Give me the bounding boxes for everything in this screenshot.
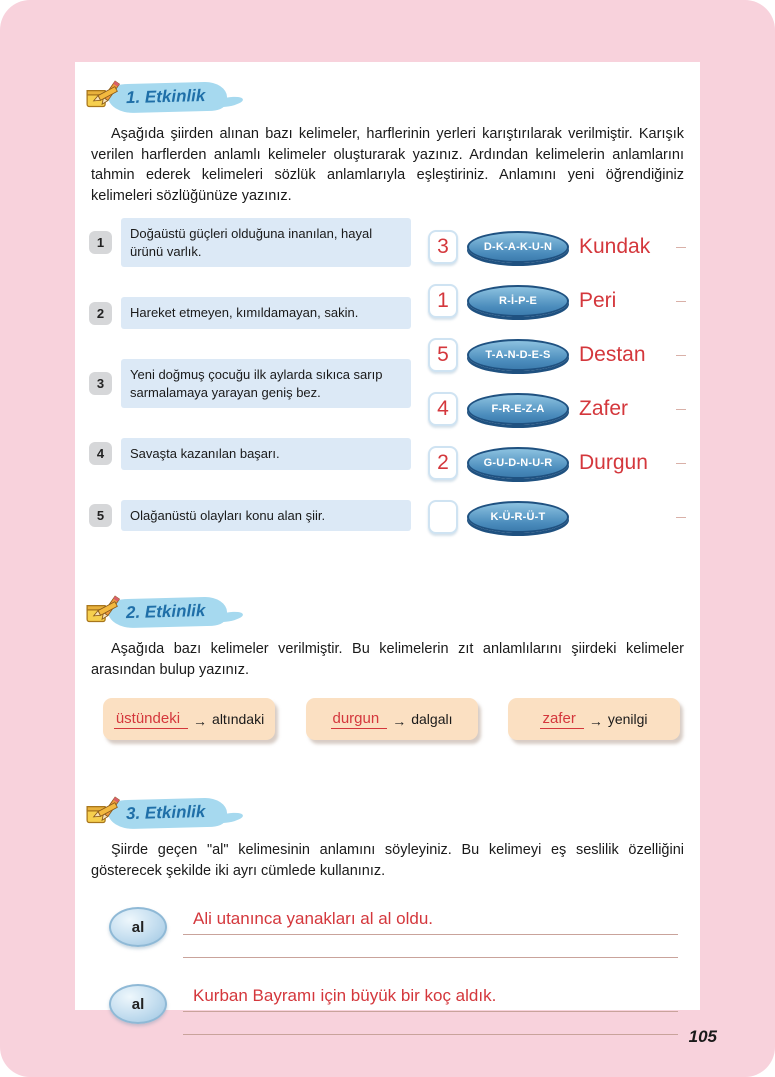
page-number: 105 (688, 1027, 717, 1046)
activity3-section (87, 792, 686, 1035)
matches-column (414, 218, 686, 561)
activity1-header (83, 76, 686, 118)
scrambled-word-oval: F-R-E-Z-A (467, 393, 569, 425)
sentence-row (109, 907, 678, 958)
answer-number-box[interactable]: 5 (428, 338, 458, 372)
arrow-icon: → (588, 712, 603, 729)
handwritten-answer[interactable]: Zafer (579, 397, 629, 421)
activity3-title: 3. Etkinlik (108, 797, 228, 829)
match-row (428, 498, 686, 536)
definition-text: Yeni doğmuş çocuğu ilk aylarda sıkıca sarıp sarmalamaya yarayan geniş bez. (121, 359, 411, 408)
activity1-instruction: Aşağıda şiirden alınan bazı kelimeler, harflerinin yerleri karıştırılarak verilmiştir. Karışık verilen harflerden anlamlı kelimeler oluşturarak yazınız. Ardından kelimelerin anlamlarını tahmin ederek kelimeleri sözlük anlamlarıyla eşleştiriniz. Anlamını yeni öğrendiğiniz kelimeleri sözlüğünüze yazınız. (91, 126, 684, 204)
definition-text: Doğaüstü güçleri olduğuna inanılan, hayal ürünü varlık. (121, 218, 411, 267)
word-oval: al (109, 984, 167, 1024)
definition-text: Savaşta kazanılan başarı. (121, 438, 411, 470)
scrambled-word-oval: G-U-D-N-U-R (467, 447, 569, 479)
handwritten-sentence[interactable]: Ali utanınca yanakları al al oldu. (183, 909, 678, 935)
definition-row (89, 500, 414, 532)
blank-line[interactable] (183, 935, 678, 958)
handwritten-sentence[interactable]: Kurban Bayramı için büyük bir koç aldık. (183, 986, 678, 1012)
definition-row (89, 438, 414, 470)
pencil-icon (83, 594, 123, 630)
match-row (428, 390, 686, 428)
antonym-box (103, 698, 275, 740)
scrambled-word-oval: T-A-N-D-E-S (467, 339, 569, 371)
arrow-icon: → (193, 712, 208, 729)
answer-number-box[interactable]: 1 (428, 284, 458, 318)
activity2-instruction: Aşağıda bazı kelimeler verilmiştir. Bu kelimelerin zıt anlamlılarını şiirdeki kelimeler arasından bulup yazınız. (91, 641, 684, 678)
match-row (428, 228, 686, 266)
activity1-title: 1. Etkinlik (108, 81, 228, 113)
sentence-area (183, 984, 678, 1035)
answer-number-box[interactable]: 4 (428, 392, 458, 426)
definition-number: 2 (89, 302, 112, 325)
word-oval: al (109, 907, 167, 947)
scrambled-word-oval: D-K-A-K-U-N (467, 231, 569, 263)
handwritten-antonym[interactable]: üstündeki (114, 710, 188, 729)
match-row (428, 282, 686, 320)
definition-row (89, 218, 414, 267)
definition-text: Olağanüstü olayları konu alan şiir. (121, 500, 411, 532)
worksheet (75, 62, 700, 1013)
answer-number-box[interactable]: 2 (428, 446, 458, 480)
arrow-icon: → (392, 712, 407, 729)
antonym-box (508, 698, 680, 740)
pencil-icon (83, 79, 123, 115)
definition-row (89, 297, 414, 329)
antonym-pairs (103, 698, 680, 740)
handwritten-answer[interactable]: Durgun (579, 451, 648, 475)
sentence-area (183, 907, 678, 958)
scrambled-word-oval: K-Ü-R-Ü-T (467, 501, 569, 533)
definition-number: 3 (89, 372, 112, 395)
given-word: altındaki (212, 711, 265, 728)
antonym-box (306, 698, 478, 740)
handwritten-answer[interactable]: Destan (579, 343, 646, 367)
sentence-row (109, 984, 678, 1035)
blank-line[interactable] (183, 1012, 678, 1035)
handwritten-antonym[interactable]: zafer (540, 710, 583, 729)
pencil-icon (83, 795, 123, 831)
answer-number-box[interactable] (428, 500, 458, 534)
definition-number: 1 (89, 231, 112, 254)
match-row (428, 444, 686, 482)
scrambled-word-oval: R-İ-P-E (467, 285, 569, 317)
activity3-header (83, 792, 686, 834)
activity2-section (87, 591, 686, 740)
match-row (428, 336, 686, 374)
definitions-column (89, 218, 414, 561)
given-word: yenilgi (607, 711, 648, 728)
activity3-instruction: Şiirde geçen "al" kelimesinin anlamını söyleyiniz. Bu kelimeyi eş seslilik özelliğini gösterecek şekilde iki ayrı cümlede kullanınız. (91, 842, 684, 879)
handwritten-answer[interactable]: Peri (579, 289, 617, 313)
activity2-header (83, 591, 686, 633)
definition-number: 5 (89, 504, 112, 527)
answer-number-box[interactable]: 3 (428, 230, 458, 264)
definition-row (89, 359, 414, 408)
activity1-body (89, 218, 686, 561)
handwritten-answer[interactable]: Kundak (579, 235, 651, 259)
activity2-title: 2. Etkinlik (108, 596, 228, 628)
definition-number: 4 (89, 442, 112, 465)
handwritten-antonym[interactable]: durgun (331, 710, 388, 729)
definition-text: Hareket etmeyen, kımıldamayan, sakin. (121, 297, 411, 329)
given-word: dalgalı (411, 711, 453, 728)
